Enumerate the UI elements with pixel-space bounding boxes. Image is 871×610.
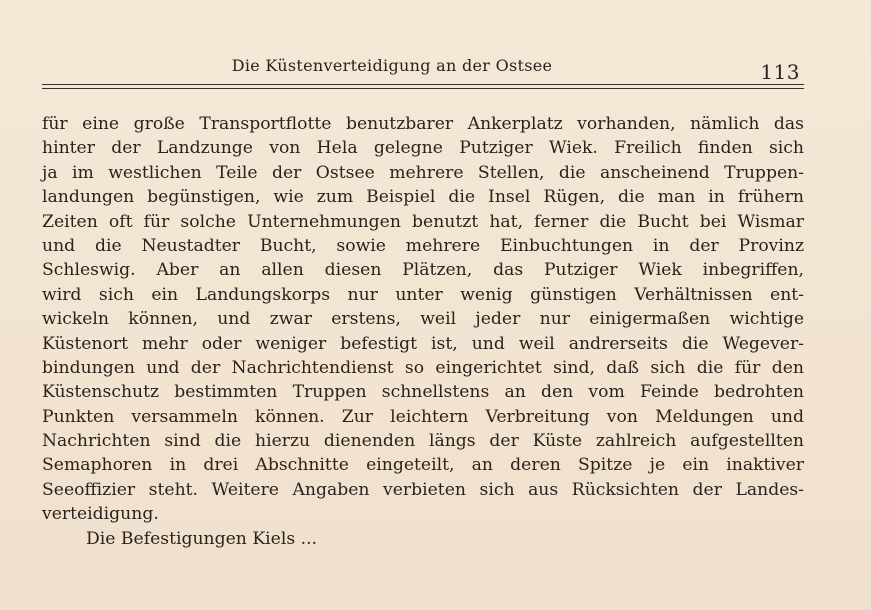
text-line: Seeoffizier steht. Weitere Angaben verbieten sich aus Rücksichten der Landes-: [42, 479, 804, 500]
text-line: Zeiten oft für solche Unternehmungen benutzt hat, ferner die Bucht bei Wismar: [42, 211, 804, 232]
text-line: Küstenschutz bestimmten Truppen schnellstens an den vom Feinde bedrohten: [42, 382, 804, 403]
text-line: hinter der Landzunge von Hela gelegne Putziger Wiek. Freilich finden sich: [42, 138, 804, 159]
text-line: wird sich ein Landungskorps nur unter wenig günstigen Verhältnissen ent-: [42, 284, 804, 305]
body-paragraph: [42, 112, 804, 551]
page-number: 113: [760, 60, 800, 84]
text-line: ja im westlichen Teile der Ostsee mehrere Stellen, die anscheinend Truppen-: [42, 162, 804, 183]
header-rule-thin: [42, 88, 804, 89]
header-rule: [42, 84, 804, 85]
text-line: wickeln können, und zwar erstens, weil jeder nur einigermaßen wichtige: [42, 309, 804, 330]
text-line: verteidigung.: [42, 504, 159, 525]
text-line: landungen begünstigen, wie zum Beispiel die Insel Rügen, die man in frühern: [42, 187, 804, 208]
text-line: und die Neustadter Bucht, sowie mehrere Einbuchtungen in der Provinz: [42, 235, 804, 256]
text-line: Punkten versammeln können. Zur leichtern Verbreitung von Meldungen und: [42, 406, 804, 427]
text-line: Semaphoren in drei Abschnitte eingeteilt, an deren Spitze je ein inaktiver: [42, 455, 804, 476]
text-line: Küstenort mehr oder weniger befestigt ist, und weil andrerseits die Wegever-: [42, 333, 804, 354]
running-title: Die Küstenverteidigung an der Ostsee: [231, 56, 553, 75]
text-line: für eine große Transportflotte benutzbarer Ankerplatz vorhanden, nämlich das: [42, 114, 804, 134]
text-line: bindungen und der Nachrichtendienst so eingerichtet sind, daß sich die für den: [42, 357, 804, 378]
text-line-cutoff: Die Befestigungen Kiels ...: [86, 528, 317, 549]
text-line: Schleswig. Aber an allen diesen Plätzen, das Putziger Wiek inbegriffen,: [42, 260, 804, 281]
page-header: [42, 54, 802, 84]
text-line: Nachrichten sind die hierzu dienenden längs der Küste zahlreich aufgestellten: [42, 431, 804, 452]
